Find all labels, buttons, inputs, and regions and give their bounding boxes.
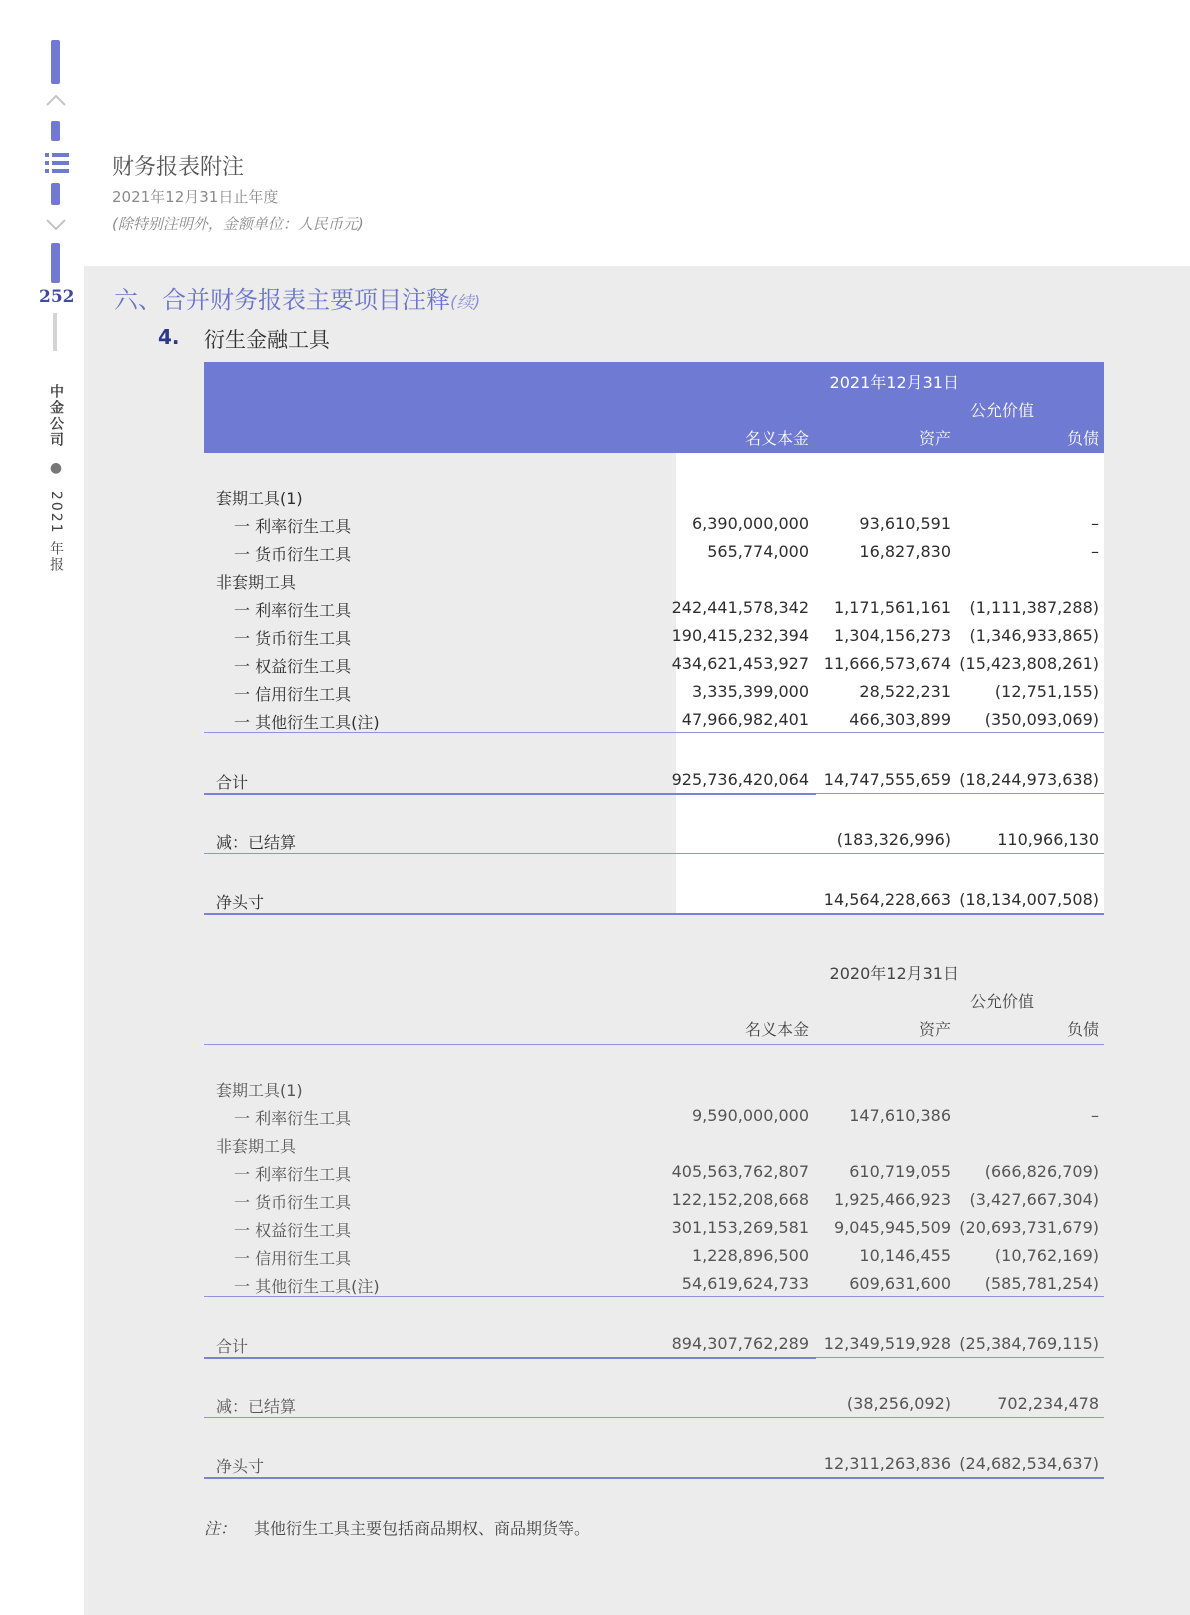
cell-notional: 242,441,578,342 <box>671 598 809 617</box>
cell-liabilities: (666,826,709) <box>984 1162 1099 1181</box>
table-row <box>204 483 1104 511</box>
rule-after-total <box>204 793 816 795</box>
cell-notional: 54,619,624,733 <box>681 1274 809 1293</box>
cell-notional: 9,590,000,000 <box>691 1106 809 1125</box>
cell-assets: 93,610,591 <box>859 514 951 533</box>
row-label: 减：已结算 <box>216 833 297 852</box>
header-fair-value: 公允价值 <box>969 401 1034 420</box>
row-label: 一 权益衍生工具 <box>234 1221 352 1240</box>
table-row <box>204 567 1104 595</box>
cell-assets: 10,146,455 <box>859 1246 951 1265</box>
section-title <box>114 280 480 315</box>
row-label: 一 信用衍生工具 <box>234 685 352 704</box>
derivatives-table-2020 <box>204 953 1104 1479</box>
cell-assets: 9,045,945,509 <box>833 1218 951 1237</box>
row-label: 合计 <box>216 1337 249 1356</box>
row-label: 一 利率衍生工具 <box>234 517 352 536</box>
row-label: 减：已结算 <box>216 1397 297 1416</box>
rail-divider <box>53 313 57 351</box>
rule-after-net <box>204 913 1104 915</box>
cell-assets: (38,256,092) <box>846 1394 951 1413</box>
cell-assets: 1,925,466,923 <box>833 1190 951 1209</box>
separator-dot-icon: ● <box>48 460 64 479</box>
row-label: 非套期工具 <box>216 1137 297 1156</box>
row-label: 合计 <box>216 773 249 792</box>
footnote <box>204 1516 590 1539</box>
row-label: 一 利率衍生工具 <box>234 1109 352 1128</box>
header-notional: 名义本金 <box>744 429 809 448</box>
cell-liabilities: (18,244,973,638) <box>959 770 1099 789</box>
row-label: 套期工具(1) <box>216 489 303 508</box>
cell-assets: 14,564,228,663 <box>823 890 951 909</box>
cell-assets: 147,610,386 <box>849 1106 951 1125</box>
header-fair-value: 公允价值 <box>969 992 1034 1011</box>
header-assets: 资产 <box>918 1020 951 1039</box>
rail-report-label <box>46 384 66 573</box>
subsection-number: 4. <box>158 325 180 349</box>
cell-notional: 122,152,208,668 <box>671 1190 809 1209</box>
net-position-row <box>204 1451 1104 1479</box>
table-row <box>204 1075 1104 1103</box>
table-row <box>204 1187 1104 1215</box>
table-row <box>204 539 1104 567</box>
cell-assets: 12,349,519,928 <box>823 1334 951 1353</box>
document-period: 2021年12月31日止年度 <box>112 188 279 206</box>
cell-liabilities: 702,234,478 <box>997 1394 1099 1413</box>
cell-assets: 609,631,600 <box>849 1274 951 1293</box>
cell-notional: 565,774,000 <box>707 542 809 561</box>
row-label: 一 其他衍生工具(注) <box>234 1277 380 1296</box>
table-row <box>204 595 1104 623</box>
cell-notional: 190,415,232,394 <box>671 626 809 645</box>
page-number: 252 <box>39 287 75 307</box>
table-header-2021 <box>204 362 1104 453</box>
table-row <box>204 623 1104 651</box>
cell-assets: 1,304,156,273 <box>833 626 951 645</box>
table-body-2021 <box>204 453 1104 915</box>
row-label: 净头寸 <box>216 1457 265 1476</box>
cell-liabilities: – <box>1091 514 1099 533</box>
cell-liabilities: (12,751,155) <box>994 682 1099 701</box>
derivatives-table-2021 <box>204 362 1104 915</box>
cell-liabilities: (10,762,169) <box>994 1246 1099 1265</box>
document-unit-note: (除特别注明外，金额单位：人民币元) <box>112 215 364 233</box>
table-row <box>204 1271 1104 1299</box>
cell-notional: 47,966,982,401 <box>681 710 809 729</box>
rule-after-details <box>204 732 1104 733</box>
row-label: 一 货币衍生工具 <box>234 629 352 648</box>
row-label: 一 信用衍生工具 <box>234 1249 352 1268</box>
chevron-up-icon[interactable] <box>45 93 67 107</box>
cell-liabilities: (3,427,667,304) <box>969 1190 1099 1209</box>
rail-bar-upper <box>51 121 60 141</box>
table-row <box>204 707 1104 735</box>
row-label: 一 其他衍生工具(注) <box>234 713 380 732</box>
row-label: 一 利率衍生工具 <box>234 601 352 620</box>
cell-assets: 28,522,231 <box>859 682 951 701</box>
cell-assets: 14,747,555,659 <box>823 770 951 789</box>
row-label: 非套期工具 <box>216 573 297 592</box>
rule-after-total <box>204 1357 816 1359</box>
net-position-row <box>204 887 1104 915</box>
table-row <box>204 511 1104 539</box>
table-row <box>204 679 1104 707</box>
table-row <box>204 1243 1104 1271</box>
cell-notional: 434,621,453,927 <box>671 654 809 673</box>
header-notional: 名义本金 <box>744 1020 809 1039</box>
section-continued: (续) <box>450 293 481 313</box>
cell-assets: 12,311,263,836 <box>823 1454 951 1473</box>
table-body-2020 <box>204 1045 1104 1479</box>
header-assets: 资产 <box>918 429 951 448</box>
rule-after-net <box>204 1477 1104 1479</box>
row-label: 净头寸 <box>216 893 265 912</box>
cell-liabilities: (15,423,808,261) <box>959 654 1099 673</box>
cell-notional: 6,390,000,000 <box>691 514 809 533</box>
chevron-down-icon[interactable] <box>45 218 67 232</box>
header-date: 2021年12月31日 <box>829 373 959 392</box>
row-label: 套期工具(1) <box>216 1081 303 1100</box>
cell-liabilities: (1,111,387,288) <box>969 598 1099 617</box>
cell-liabilities: – <box>1091 542 1099 561</box>
cell-liabilities: (24,682,534,637) <box>959 1454 1099 1473</box>
cell-assets: (183,326,996) <box>836 830 951 849</box>
cell-assets: 1,171,561,161 <box>833 598 951 617</box>
header-liabilities: 负债 <box>1066 429 1099 448</box>
rule-after-total-right <box>816 793 1104 794</box>
rule-after-total-right <box>816 1357 1104 1358</box>
cell-notional: 301,153,269,581 <box>671 1218 809 1237</box>
rail-bar-top <box>51 40 60 84</box>
row-label: 一 货币衍生工具 <box>234 545 352 564</box>
settled-row <box>204 1391 1104 1419</box>
cell-notional: 1,228,896,500 <box>691 1246 809 1265</box>
cell-assets: 466,303,899 <box>849 710 951 729</box>
subsection-title: 衍生金融工具 <box>204 328 330 352</box>
cell-liabilities: (585,781,254) <box>984 1274 1099 1293</box>
cell-notional: 925,736,420,064 <box>671 770 809 789</box>
row-label: 一 利率衍生工具 <box>234 1165 352 1184</box>
cell-liabilities: (20,693,731,679) <box>959 1218 1099 1237</box>
section-title-text: 六、合并财务报表主要项目注释 <box>114 286 450 314</box>
rail-bar-lower <box>51 243 60 283</box>
rule-after-settled <box>204 1417 1104 1418</box>
table-row <box>204 1215 1104 1243</box>
total-row <box>204 767 1104 795</box>
table-header-2020 <box>204 953 1104 1045</box>
cell-notional: 894,307,762,289 <box>671 1334 809 1353</box>
document-title: 财务报表附注 <box>112 155 245 180</box>
cell-liabilities: 110,966,130 <box>997 830 1099 849</box>
cell-notional: 405,563,762,807 <box>671 1162 809 1181</box>
rule-after-details <box>204 1296 1104 1297</box>
row-label: 一 权益衍生工具 <box>234 657 352 676</box>
table-row <box>204 1103 1104 1131</box>
cell-liabilities: (18,134,007,508) <box>959 890 1099 909</box>
table-row <box>204 1131 1104 1159</box>
cell-assets: 11,666,573,674 <box>823 654 951 673</box>
cell-notional: 3,335,399,000 <box>691 682 809 701</box>
table-row <box>204 1159 1104 1187</box>
rail-bar-mid <box>51 183 60 205</box>
table-row <box>204 651 1104 679</box>
rule-after-settled <box>204 853 1104 854</box>
cell-liabilities: – <box>1091 1106 1099 1125</box>
cell-liabilities: (1,346,933,865) <box>969 626 1099 645</box>
cell-assets: 610,719,055 <box>849 1162 951 1181</box>
list-menu-icon[interactable] <box>45 152 69 174</box>
cell-liabilities: (25,384,769,115) <box>959 1334 1099 1353</box>
row-label: 一 货币衍生工具 <box>234 1193 352 1212</box>
total-row <box>204 1331 1104 1359</box>
header-date: 2020年12月31日 <box>829 964 959 983</box>
report-name: 2021 年报 <box>48 490 64 573</box>
cell-liabilities: (350,093,069) <box>984 710 1099 729</box>
company-name: 中金公司 <box>48 384 64 448</box>
footnote-tag: 注： <box>204 1519 237 1538</box>
settled-row <box>204 827 1104 855</box>
cell-assets: 16,827,830 <box>859 542 951 561</box>
footnote-text: 其他衍生工具主要包括商品期权、商品期货等。 <box>254 1519 591 1538</box>
header-liabilities: 负债 <box>1066 1020 1099 1039</box>
